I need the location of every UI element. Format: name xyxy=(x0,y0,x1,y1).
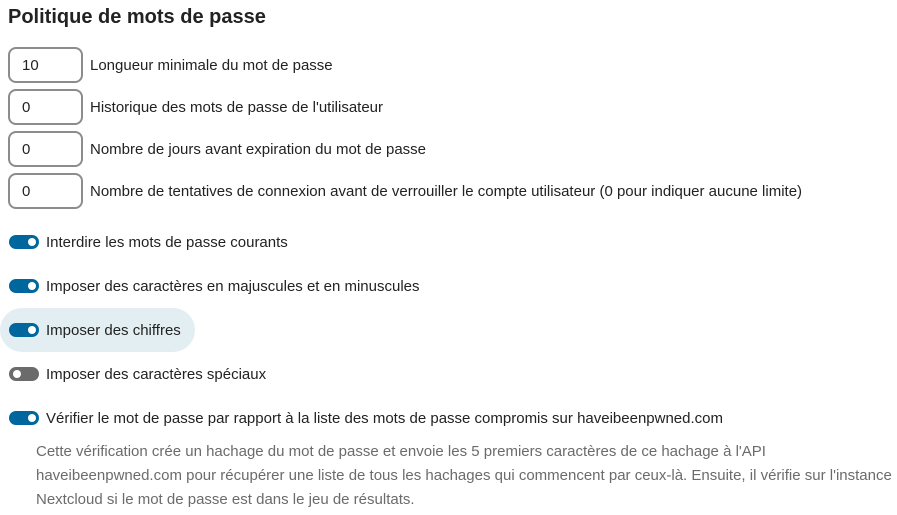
toggle-special-chars[interactable] xyxy=(0,352,280,396)
toggle-hibp-check-label[interactable]: Vérifier le mot de passe par rapport à la liste des mots de passe compromis sur haveibeenpwned.com xyxy=(46,409,723,427)
history-row xyxy=(8,89,383,125)
switch-knob-icon xyxy=(28,414,36,422)
toggle-switch-icon[interactable] xyxy=(9,235,39,249)
hibp-hint-text: Cette vérification crée un hachage du mot de passe et envoie les 5 premiers caractères de ce hachage à l'API haveibeenpwned.com pour récupérer une liste de tous les hachages qui commencent par ceux-là. Ensuite, il vérifie sur l'instance Nextcloud si le mot de passe est dans le jeu de résultats. xyxy=(36,443,892,508)
expiration-days-input[interactable] xyxy=(8,131,83,167)
toggle-forbid-common[interactable] xyxy=(0,220,302,264)
login-attempts-input[interactable] xyxy=(8,173,83,209)
switch-knob-icon xyxy=(28,326,36,334)
toggle-upper-lower-label[interactable]: Imposer des caractères en majuscules et en minuscules xyxy=(46,277,420,295)
toggle-switch-icon[interactable] xyxy=(9,279,39,293)
toggle-upper-lower[interactable] xyxy=(0,264,434,308)
min-length-label: Longueur minimale du mot de passe xyxy=(90,56,333,74)
switch-knob-icon xyxy=(28,282,36,290)
history-label: Historique des mots de passe de l'utilisateur xyxy=(90,98,384,116)
switch-knob-icon xyxy=(13,370,21,378)
section-title: Politique de mots de passe xyxy=(8,6,266,28)
toggle-switch-icon[interactable] xyxy=(9,411,39,425)
expiration-days-row xyxy=(8,131,426,167)
history-input[interactable] xyxy=(8,89,83,125)
min-length-input[interactable] xyxy=(8,47,83,83)
toggle-switch-icon[interactable] xyxy=(9,323,39,337)
min-length-row xyxy=(8,47,333,83)
toggle-numeric[interactable] xyxy=(0,308,195,352)
login-attempts-row xyxy=(8,173,802,209)
login-attempts-label: Nombre de tentatives de connexion avant de verrouiller le compte utilisateur (0 pour indiquer aucune limite) xyxy=(90,182,803,200)
toggle-hibp-check[interactable] xyxy=(0,396,737,440)
toggle-forbid-common-label[interactable]: Interdire les mots de passe courants xyxy=(46,233,288,251)
toggle-switch-icon[interactable] xyxy=(9,367,39,381)
expiration-days-label: Nombre de jours avant expiration du mot de passe xyxy=(90,140,427,158)
toggle-special-chars-label[interactable]: Imposer des caractères spéciaux xyxy=(46,365,267,383)
switch-knob-icon xyxy=(28,238,36,246)
toggle-numeric-label[interactable]: Imposer des chiffres xyxy=(46,321,181,339)
